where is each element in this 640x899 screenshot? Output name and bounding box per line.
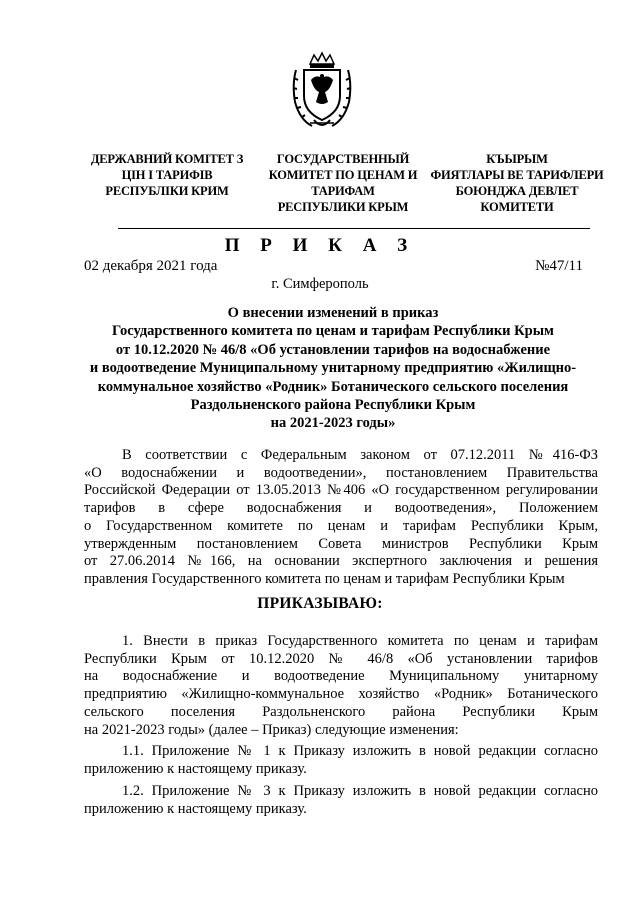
subject-line: Государственного комитета по ценам и тарифам Республики Крым [112, 323, 554, 340]
agency-ru-line: РЕСПУБЛИКИ КРЫМ [277, 200, 409, 214]
paragraph-line: приложению к настоящему приказу. [84, 760, 307, 777]
paragraph-line: предприятию «Жилищно-коммунальное хозяйство «Родник» Ботанического [84, 686, 598, 703]
document-title: П Р И К А З [224, 235, 416, 256]
document-subject [84, 304, 582, 433]
agency-ru-line: ГОСУДАРСТВЕННЫЙ [276, 152, 410, 166]
agency-ru-line: ТАРИФАМ [311, 184, 375, 198]
document-city: г. Симферополь [271, 276, 369, 292]
subject-line: Раздольненского района Республики Крым [190, 397, 476, 414]
header-divider [118, 228, 590, 229]
agency-ua-line: ДЕРЖАВНИЙ КОМІТЕТ З [90, 152, 244, 166]
subject-line: от 10.12.2020 № 46/8 «Об установлении тарифов на водоснабжение [115, 341, 551, 358]
document-number: №47/11 [535, 258, 583, 274]
paragraph-line: 1.2. Приложение № 3 к Приказу изложить в новой редакции согласно [122, 783, 598, 799]
agency-ru-line: КОМИТЕТ ПО ЦЕНАМ И [268, 168, 418, 182]
order-heading: ПРИКАЗЫВАЮ: [257, 595, 383, 612]
agency-crh-line: КОМИТЕТИ [480, 200, 554, 214]
agency-name-crimean-tatar [427, 151, 607, 215]
paragraph-line: Российской Федерации от 13.05.2013 №406 «О государственном регулировании [84, 482, 598, 499]
paragraph-line: приложению к настоящему приказу. [84, 800, 307, 817]
paragraph-line: от 27.06.2014 №166, на основании экспертного заключения и решения [84, 553, 598, 570]
paragraph-line: «О водоснабжении и водоотведении», постановлением Правительства [84, 464, 598, 481]
paragraph-line: о Государственном комитете по ценам и тарифам Республики Крым, [84, 517, 598, 534]
paragraph-line: сельского поселения Раздольненского района Республики Крым [84, 703, 598, 720]
subject-line: О внесении изменений в приказ [227, 305, 439, 321]
paragraph-line: утвержденным постановлением Совета министров Республики Крым [84, 535, 598, 552]
paragraph-line: тарифов в сфере водоснабжения и водоотведения», Положением [84, 500, 598, 517]
agency-ua-line: РЕСПУБЛІКИ КРИМ [105, 184, 229, 198]
paragraph-line: В соответствии с Федеральным законом от 07.12.2011 №416-ФЗ [122, 447, 598, 463]
subject-line: на 2021-2023 годы» [270, 415, 396, 432]
paragraph-line: 1. Внести в приказ Государственного комитета по ценам и тарифам [122, 633, 598, 649]
agency-name-ukrainian [82, 151, 252, 199]
coat-of-arms-emblem [290, 50, 354, 132]
document-date: 02 декабря 2021 года [84, 258, 218, 274]
agency-ua-line: ЦІН І ТАРИФІВ [121, 168, 213, 182]
paragraph-line: 1.1. Приложение № 1 к Приказу изложить в новой редакции согласно [122, 743, 598, 759]
subject-line: коммунальное хозяйство «Родник» Ботанического сельского поселения [97, 378, 569, 395]
item-1-paragraph [84, 633, 598, 739]
paragraph-line: на 2021-2023 годы» (далее – Приказ) следующие изменения: [84, 721, 459, 738]
paragraph-line: на водоснабжение и водоотведение Муниципальному унитарному [84, 668, 598, 685]
item-1-1-paragraph [84, 743, 598, 778]
subject-line: и водоотведение Муниципальному унитарному предприятию «Жилищно- [89, 360, 577, 377]
agency-name-russian [258, 151, 428, 215]
paragraph-line: Республики Крым от 10.12.2020 № 46/8 «Об установлении тарифов [84, 650, 598, 667]
intro-paragraph [84, 447, 598, 589]
agency-crh-line: БОЮНДЖА ДЕВЛЕТ [455, 184, 579, 198]
agency-crh-line: КЪЫРЫМ [486, 152, 548, 166]
item-1-2-paragraph [84, 783, 598, 818]
paragraph-line: правления Государственного комитета по ценам и тарифам Республики Крым [84, 570, 565, 587]
agency-crh-line: ФИЯТЛАРЫ ВЕ ТАРИФЛЕРИ [430, 168, 604, 182]
